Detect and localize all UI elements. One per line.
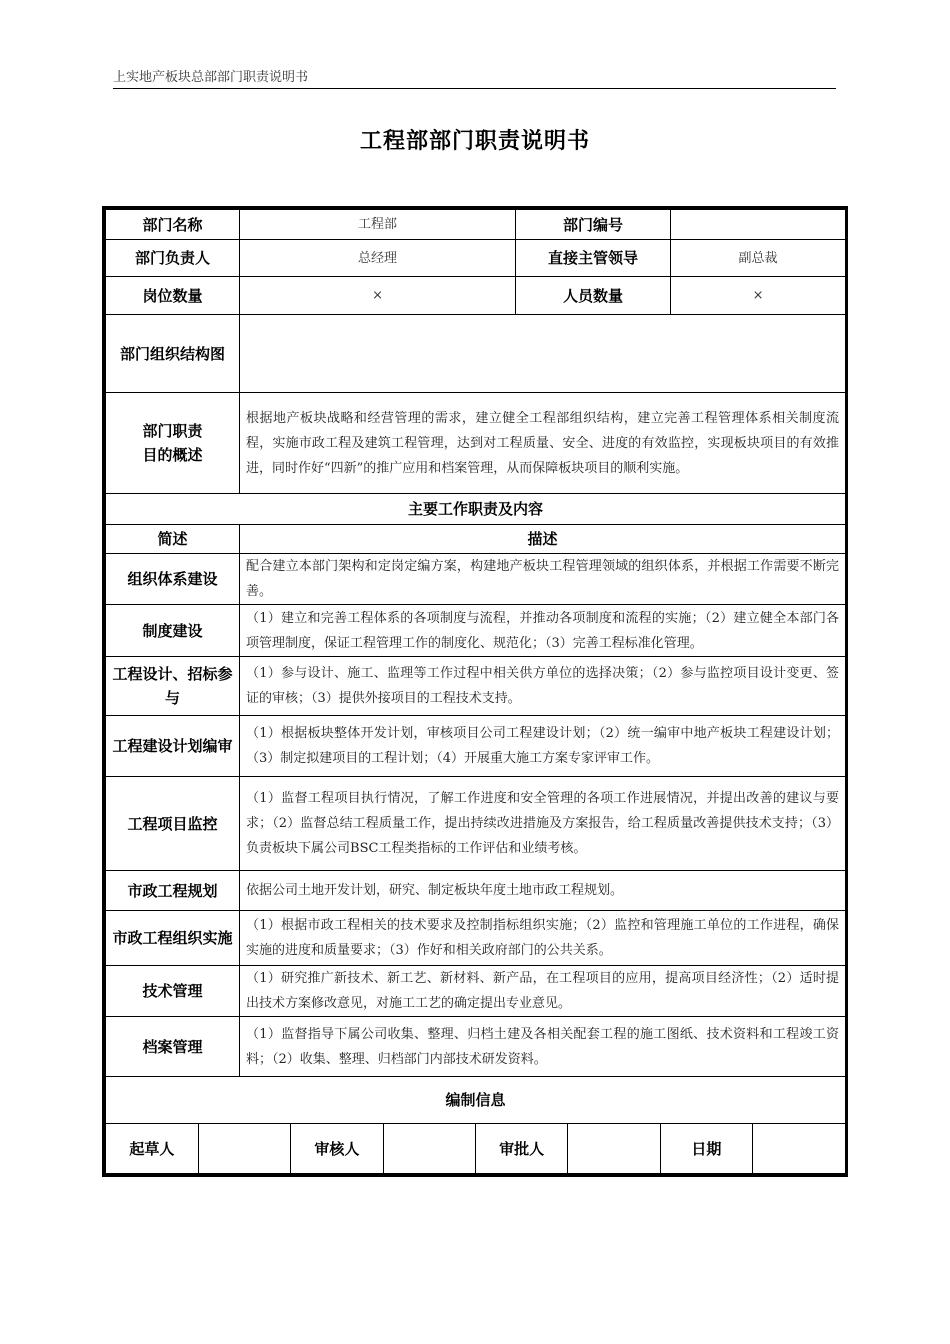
purpose-label bbox=[106, 393, 240, 494]
duty-row bbox=[106, 716, 846, 777]
row-duties-header bbox=[106, 525, 846, 554]
duty-row bbox=[106, 777, 846, 871]
duty-summary: 市政工程组织实施 bbox=[106, 911, 240, 966]
row-duties-section bbox=[106, 494, 846, 525]
duty-summary: 制度建设 bbox=[106, 605, 240, 657]
positions-value: × bbox=[240, 277, 516, 315]
positions-label: 岗位数量 bbox=[106, 277, 240, 315]
row-dept-name bbox=[106, 210, 846, 240]
row-signatures bbox=[106, 1124, 846, 1174]
date-label: 日期 bbox=[660, 1124, 752, 1173]
purpose-text: 根据地产板块战略和经营管理的需求，建立健全工程部组织结构，建立完善工程管理体系相关制度流程，实施市政工程及建筑工程管理，达到对工程质量、安全、进度的有效监控，实现板块项目的有效推进，同时作好“四新”的推广应用和档案管理，从而保障板块项目的顺利实施。 bbox=[240, 393, 846, 494]
page-title: 工程部部门职责说明书 bbox=[359, 129, 590, 154]
reviewer-value bbox=[383, 1124, 475, 1173]
duty-row bbox=[106, 554, 846, 605]
duty-description: 依据公司土地开发计划，研究、制定板块年度土地市政工程规划。 bbox=[240, 871, 846, 911]
duty-description: （1）根据市政工程相关的技术要求及控制指标组织实施；（2）监控和管理施工单位的工作进程，确保实施的进度和质量要求；（3）作好和相关政府部门的公共关系。 bbox=[240, 911, 846, 966]
staff-label: 人员数量 bbox=[516, 277, 671, 315]
duty-row bbox=[106, 1017, 846, 1077]
dept-name-label: 部门名称 bbox=[106, 210, 240, 240]
duty-description: （1）建立和完善工程体系的各项制度与流程，并推动各项制度和流程的实施；（2）建立健全本部门各项管理制度，保证工程管理工作的制度化、规范化；（3）完善工程标准化管理。 bbox=[240, 605, 846, 657]
supervisor-value: 副总裁 bbox=[671, 240, 846, 277]
duty-summary: 组织体系建设 bbox=[106, 554, 240, 605]
supervisor-label: 直接主管领导 bbox=[516, 240, 671, 277]
org-chart-value bbox=[240, 315, 846, 393]
date-value bbox=[753, 1124, 845, 1173]
duty-description: （1）参与设计、施工、监理等工作过程中相关供方单位的选择决策；（2）参与监控项目设计变更、签证的审核；（3）提供外接项目的工程技术支持。 bbox=[240, 657, 846, 716]
reviewer-label: 审核人 bbox=[291, 1124, 383, 1173]
org-chart-label: 部门组织结构图 bbox=[106, 315, 240, 393]
duty-description: （1）研究推广新技术、新工艺、新材料、新产品，在工程项目的应用，提高项目经济性；（2）适时提出技术方案修改意见，对施工工艺的确定提出专业意见。 bbox=[240, 966, 846, 1017]
dept-no-value bbox=[671, 210, 846, 240]
duty-row bbox=[106, 657, 846, 716]
duty-summary: 档案管理 bbox=[106, 1017, 240, 1077]
duty-summary: 工程设计、招标参与 bbox=[106, 657, 240, 716]
purpose-label-line-2: 目的概述 bbox=[142, 446, 203, 464]
dept-name-value: 工程部 bbox=[240, 210, 516, 240]
compile-section-title: 编制信息 bbox=[106, 1077, 846, 1124]
running-header: 上实地产板块总部部门职责说明书 bbox=[113, 66, 836, 89]
purpose-label-line-1: 部门职责 bbox=[142, 422, 203, 440]
row-dept-head bbox=[106, 240, 846, 277]
col-summary-header: 简述 bbox=[106, 525, 240, 554]
dept-head-label: 部门负责人 bbox=[106, 240, 240, 277]
approver-value bbox=[568, 1124, 660, 1173]
duty-description: （1）监督工程项目执行情况，了解工作进度和安全管理的各项工作进展情况，并提出改善的建议与要求；（2）监督总结工程质量工作，提出持续改进措施及方案报告，给工程质量改善提供技术支持；（3）负责板块下属公司BSC工程类指标的工作评估和业绩考核。 bbox=[240, 777, 846, 871]
duties-section-title: 主要工作职责及内容 bbox=[106, 494, 846, 525]
duty-row bbox=[106, 605, 846, 657]
approver-label: 审批人 bbox=[476, 1124, 568, 1173]
dept-head-value: 总经理 bbox=[240, 240, 516, 277]
duty-summary: 工程项目监控 bbox=[106, 777, 240, 871]
duty-summary: 技术管理 bbox=[106, 966, 240, 1017]
drafter-label: 起草人 bbox=[106, 1124, 198, 1173]
dept-no-label: 部门编号 bbox=[516, 210, 671, 240]
signature-cell-group bbox=[106, 1124, 846, 1174]
duty-row bbox=[106, 911, 846, 966]
row-purpose bbox=[106, 393, 846, 494]
duty-row bbox=[106, 966, 846, 1017]
drafter-value bbox=[198, 1124, 290, 1173]
duty-summary: 市政工程规划 bbox=[106, 871, 240, 911]
duty-description: 配合建立本部门架构和定岗定编方案，构建地产板块工程管理领域的组织体系，并根据工作需要不断完善。 bbox=[240, 554, 846, 605]
duty-description: （1）根据板块整体开发计划，审核项目公司工程建设计划；（2）统一编审中地产板块工程建设计划；（3）制定拟建项目的工程计划；（4）开展重大施工方案专家评审工作。 bbox=[240, 716, 846, 777]
row-compile-section bbox=[106, 1077, 846, 1124]
staff-value: × bbox=[671, 277, 846, 315]
duty-summary: 工程建设计划编审 bbox=[106, 716, 240, 777]
row-counts bbox=[106, 277, 846, 315]
responsibility-table bbox=[102, 206, 848, 1177]
duty-description: （1）监督指导下属公司收集、整理、归档土建及各相关配套工程的施工图纸、技术资料和工程竣工资料；（2）收集、整理、归档部门内部技术研发资料。 bbox=[240, 1017, 846, 1077]
row-org-chart bbox=[106, 315, 846, 393]
duty-row bbox=[106, 871, 846, 911]
col-desc-header: 描述 bbox=[240, 525, 846, 554]
